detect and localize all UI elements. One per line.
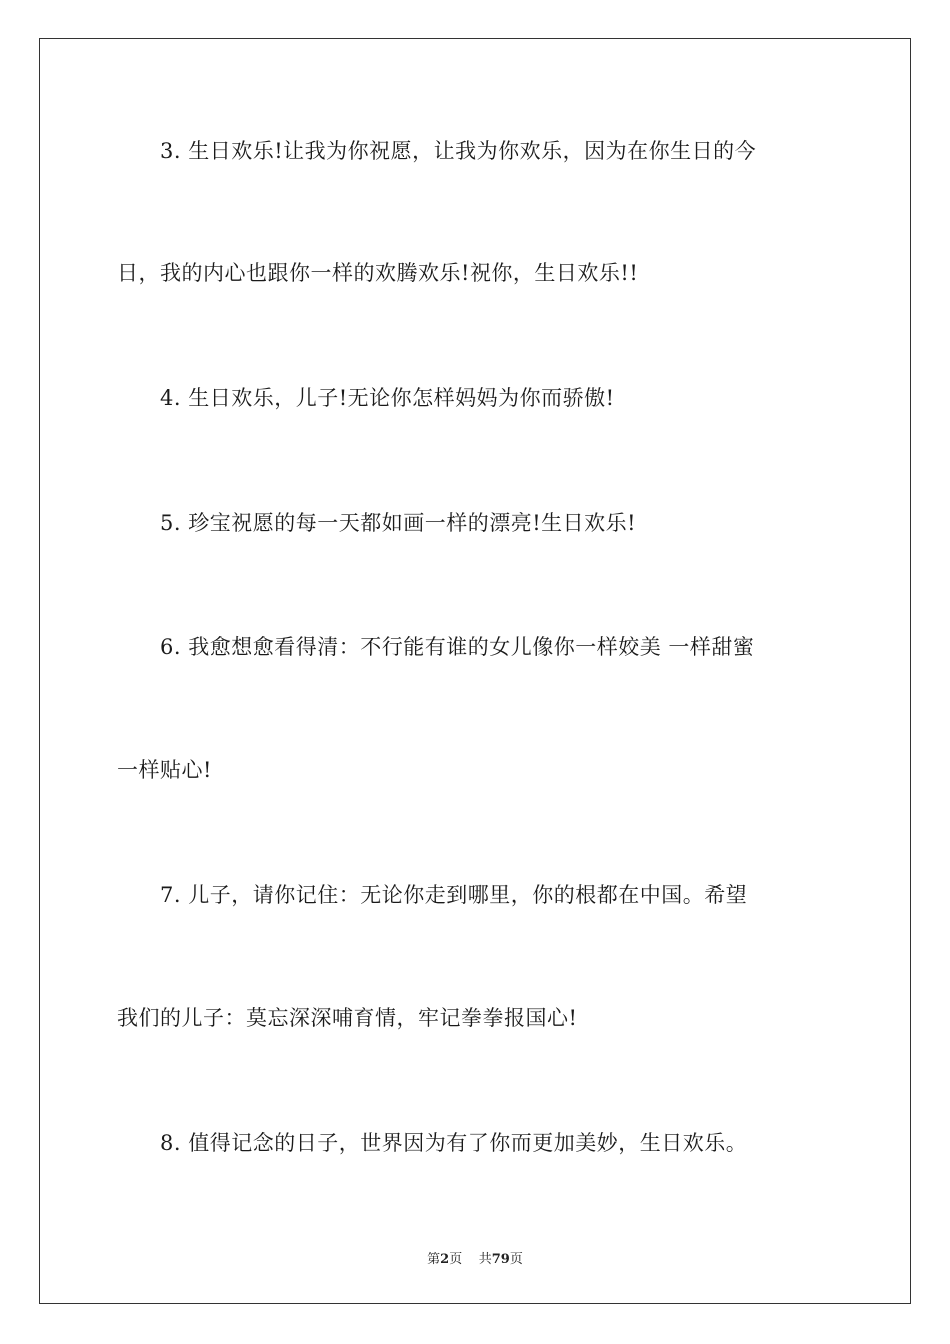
paragraph-4-line-1: 4. 生日欢乐，儿子!无论你怎样妈妈为你而骄傲!	[160, 386, 615, 410]
paragraph-3-line-1: 3. 生日欢乐!让我为你祝愿，让我为你欢乐，因为在你生日的今	[160, 139, 757, 163]
paragraph-6-line-2: 一样贴心!	[117, 758, 212, 782]
page-border	[39, 38, 911, 1304]
paragraph-7-line-2: 我们的儿子：莫忘深深哺育情，牢记拳拳报国心!	[117, 1006, 578, 1030]
paragraph-6-line-1: 6. 我愈想愈看得清：不行能有谁的女儿像你一样姣美 一样甜蜜	[160, 635, 755, 659]
paragraph-8-line-1: 8. 值得记念的日子，世界因为有了你而更加美妙，生日欢乐。	[160, 1131, 748, 1155]
footer-mid: 页 共	[449, 1252, 492, 1267]
page-footer	[0, 1248, 950, 1267]
footer-total-pages: 79	[491, 1252, 510, 1267]
footer-prefix: 第	[427, 1252, 441, 1267]
footer-current-page: 2	[440, 1252, 450, 1267]
paragraph-7-line-1: 7. 儿子，请你记住：无论你走到哪里，你的根都在中国。希望	[160, 883, 748, 907]
footer-suffix: 页	[509, 1252, 523, 1267]
paragraph-5-line-1: 5. 珍宝祝愿的每一天都如画一样的漂亮!生日欢乐!	[160, 511, 637, 535]
paragraph-3-line-2: 日，我的内心也跟你一样的欢腾欢乐!祝你，生日欢乐!!	[117, 261, 639, 285]
